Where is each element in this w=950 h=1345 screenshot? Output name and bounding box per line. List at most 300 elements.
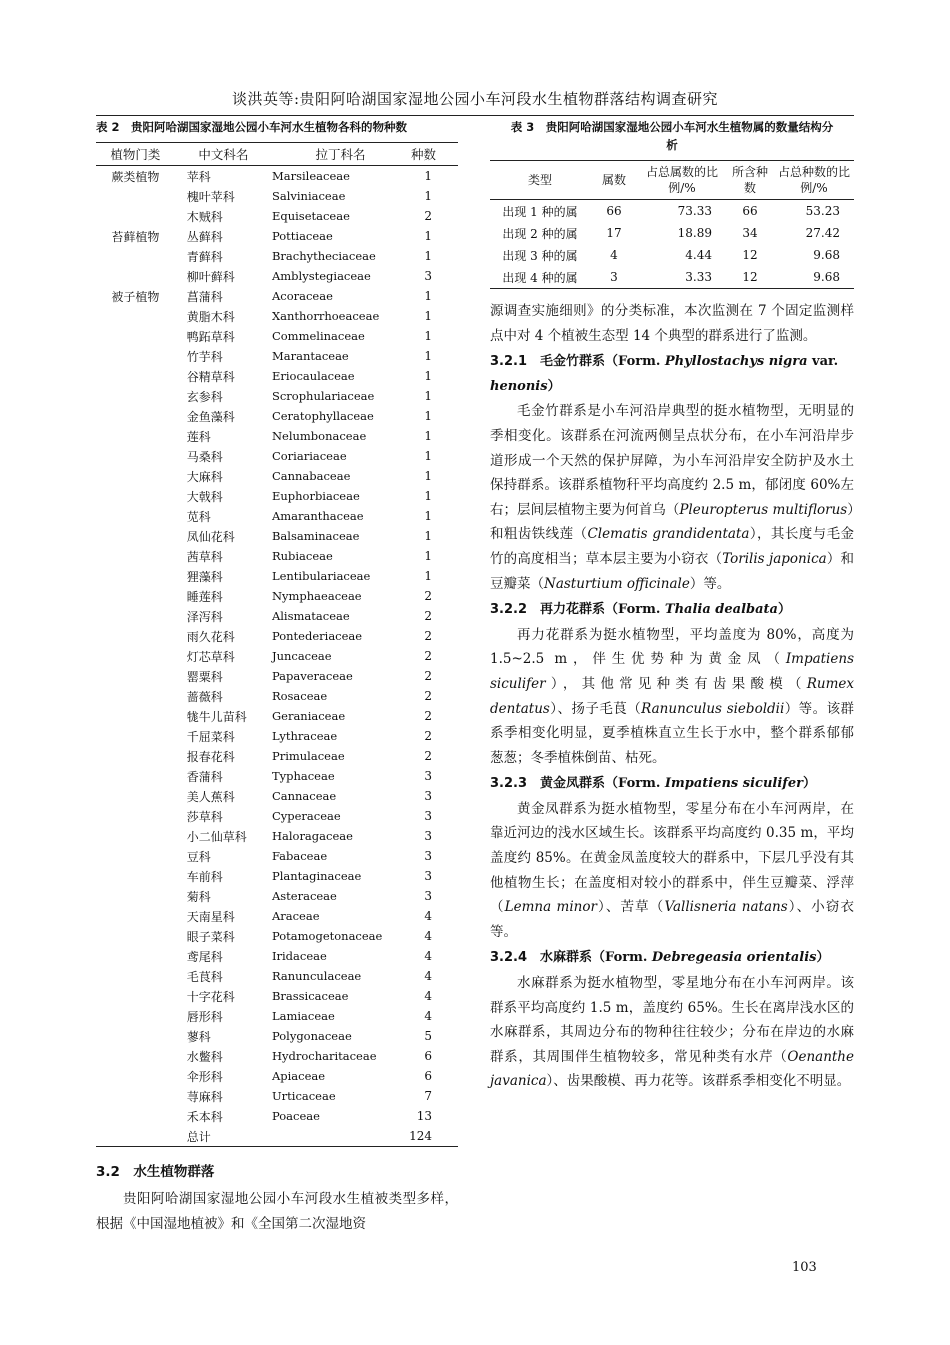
table2-row: [96, 1046, 458, 1066]
table3-cell: 出现 3 种的属: [502, 248, 578, 263]
table2-cell: 荨麻科: [186, 1089, 223, 1104]
table3-cell: 出现 1 种的属: [502, 204, 578, 219]
table2-cell: Apiaceae: [271, 1069, 326, 1083]
table2-cell: 小二仙草科: [186, 829, 247, 844]
table2-row: [96, 646, 458, 666]
table2-row: [96, 1126, 458, 1147]
table2-cell: 1: [424, 349, 432, 363]
table2-cell: 1: [424, 329, 432, 343]
table2-cell: Salviniaceae: [271, 189, 346, 203]
table2-cell: [96, 306, 175, 326]
table2-row: [96, 326, 458, 346]
table3-cell: 53.23: [805, 204, 840, 218]
subsection-3-2-3-text: [490, 797, 854, 945]
table2-cell: [96, 786, 175, 806]
text-run: 再力花群系为挺水植物型，平均盖度为 80%，高度为 1.5~2.5 m，伴生优势种为黄金凤（: [490, 626, 854, 668]
left-column: [96, 118, 458, 1236]
table2-cell: [96, 846, 175, 866]
table2-cell: [96, 926, 175, 946]
table2-cell: 3: [424, 849, 432, 863]
table2-cell: 2: [424, 649, 432, 663]
table2-cell: 水鳖科: [186, 1049, 223, 1064]
table2-row: [96, 546, 458, 566]
table2-cell: 牻牛儿苗科: [186, 709, 247, 724]
table2-cell: Urticaceae: [271, 1089, 336, 1103]
table2-cell: 4: [424, 989, 432, 1003]
table2-row: [96, 1106, 458, 1126]
table2-cell: 天南星科: [186, 909, 235, 924]
table2-cell: 1: [424, 409, 432, 423]
table2-row: [96, 886, 458, 906]
page-number: 103: [792, 1260, 817, 1275]
table2-cell: [96, 386, 175, 406]
table2-cell: [96, 406, 175, 426]
table3-header-cell: 所含种数: [726, 161, 774, 200]
table2-cell: [96, 606, 175, 626]
table2-row: [96, 986, 458, 1006]
table2-row: [96, 926, 458, 946]
table3-cell: 3: [590, 266, 638, 289]
subsection-3-2-2-text: [490, 623, 854, 771]
table2-cell: 雨久花科: [186, 629, 235, 644]
table2-cell: [96, 246, 175, 266]
table2-row: [96, 586, 458, 606]
table2-cell: Acoraceae: [271, 289, 333, 303]
table2-cell: 莎草科: [186, 809, 223, 824]
latin-name: Impatiens siculifer: [664, 776, 803, 792]
table2-row: [96, 706, 458, 726]
table2-cell: 4: [424, 929, 432, 943]
table2-cell: Cyperaceae: [271, 809, 341, 823]
table2-cell: 竹芋科: [186, 349, 223, 364]
table2-cell: 蕨类植物: [111, 169, 160, 184]
table2-cell: Balsaminaceae: [271, 529, 360, 543]
table2-cell: 3: [424, 769, 432, 783]
species-name: Oenanthe javanica: [490, 1048, 854, 1090]
subsection-number: 3.2.1: [490, 354, 528, 370]
subsection-number: 3.2.4: [490, 950, 528, 966]
species-name: Torilis japonica: [722, 550, 827, 567]
table2-cell: 毛茛科: [186, 969, 223, 984]
table2-row: [96, 626, 458, 646]
table2-cell: 美人蕉科: [186, 789, 235, 804]
table2-cell: Primulaceae: [271, 749, 345, 763]
table2-row: [96, 946, 458, 966]
table2: [96, 142, 458, 1147]
table2-cell: 6: [424, 1049, 432, 1063]
table2-cell: Rosaceae: [271, 689, 328, 703]
subsection-title: 水麻群系: [540, 950, 593, 966]
table2-cell: [96, 446, 175, 466]
species-name: Impatiens siculifer: [490, 651, 854, 692]
table2-cell: 2: [424, 689, 432, 703]
table2-cell: 6: [424, 1069, 432, 1083]
table2-cell: 柳叶藓科: [186, 269, 235, 284]
table2-cell: Ceratophyllaceae: [271, 409, 374, 423]
text-run: ）和豆瓣菜（: [490, 550, 855, 592]
table2-row: [96, 186, 458, 206]
table2-cell: 3: [424, 869, 432, 883]
table2-row: [96, 166, 458, 187]
table2-cell: 2: [424, 609, 432, 623]
table2-cell: Euphorbiaceae: [271, 489, 360, 503]
table3-row: [490, 222, 854, 244]
table2-cell: 马桑科: [186, 449, 223, 464]
table2-cell: [96, 186, 175, 206]
table2-cell: 狸藻科: [186, 569, 223, 584]
table2-cell: Geraniaceae: [271, 709, 346, 723]
table2-row: [96, 206, 458, 226]
table2-cell: 1: [424, 229, 432, 243]
table2-cell: [96, 506, 175, 526]
table2-cell: 香蒲科: [186, 769, 223, 784]
table3: [490, 160, 854, 289]
table2-cell: Lythraceae: [271, 729, 338, 743]
table2-row: [96, 246, 458, 266]
table2-cell: [96, 426, 175, 446]
table2-cell: [272, 1126, 409, 1147]
table2-cell: Eriocaulaceae: [271, 369, 355, 383]
table2-cell: 菊科: [186, 889, 211, 904]
table2-row: [96, 366, 458, 386]
table2-cell: 1: [424, 189, 432, 203]
latin-name: Thalia dealbata: [664, 602, 778, 618]
table2-cell: 十字花科: [186, 989, 235, 1004]
text-run: ）等。: [689, 575, 731, 592]
table2-cell: Asteraceae: [271, 889, 337, 903]
table2-cell: Lamiaceae: [271, 1009, 335, 1023]
text-run: ）等。该群系季相变化明显，夏季植株直立生长于水中，整个群系郁郁葱葱；冬季植株倒苗、枯死。: [490, 700, 855, 766]
table3-caption: 表 3 贵阳阿哈湖国家湿地公园小车河水生植物属的数量结构分析: [510, 120, 834, 152]
table2-cell: 1: [424, 549, 432, 563]
table2-cell: 7: [424, 1089, 432, 1103]
table2-cell: Fabaceae: [271, 849, 328, 863]
table3-cell: 3.33: [638, 266, 726, 289]
table2-cell: Rubiaceae: [271, 549, 333, 563]
form-open: （Form.: [605, 354, 665, 370]
table3-cell: 9.68: [774, 266, 854, 289]
table2-cell: 鸢尾科: [186, 949, 223, 964]
table2-cell: [96, 1126, 175, 1147]
table2-header-cell: 种数: [409, 143, 458, 166]
table2-cell: [96, 1046, 175, 1066]
table2-row: [96, 1086, 458, 1106]
subsection-title: 黄金凤群系: [540, 776, 606, 792]
table2-cell: 丛藓科: [186, 229, 223, 244]
table2-cell: 大戟科: [186, 489, 223, 504]
table2-caption: 表 2 贵阳阿哈湖国家湿地公园小车河水生植物各科的物种数: [96, 120, 408, 134]
table2-cell: 1: [424, 469, 432, 483]
latin-name: henonis: [490, 378, 548, 394]
table3-header-cell: 属数: [590, 161, 638, 200]
text-run: 毛金竹群系是小车河沿岸典型的挺水植物型，无明显的季相变化。该群系在河流两侧呈点状分布，在小车河沿岸步道形成一个天然的保护屏障，为小车河沿岸安全防护及水土保持群系。该群系植物秆平均高度约 2.5 m，郁闭度 60%左右；层间层植物主要为何首乌（: [490, 403, 854, 518]
form-open: （Form.: [605, 776, 665, 792]
table2-row: [96, 866, 458, 886]
table2-cell: [96, 566, 175, 586]
table2-cell: [96, 206, 175, 226]
table2-cell: Ranunculaceae: [271, 969, 362, 983]
table2-cell: [96, 526, 175, 546]
table2-cell: Brachytheciaceae: [271, 249, 376, 263]
table2-cell: Poaceae: [271, 1109, 320, 1123]
table2-cell: [96, 966, 175, 986]
table2-cell: 伞形科: [186, 1069, 223, 1084]
table2-cell: 莲科: [186, 429, 211, 444]
table2-cell: 罂粟科: [186, 669, 223, 684]
table2-cell: [96, 706, 175, 726]
table2-row: [96, 446, 458, 466]
table2-cell: [96, 726, 175, 746]
table3-header-cell: 类型: [490, 161, 590, 200]
table2-cell: 黄脂木科: [186, 309, 235, 324]
table2-cell: [96, 1006, 175, 1026]
table2-row: [96, 526, 458, 546]
table2-cell: 青藓科: [186, 249, 223, 264]
table2-cell: 谷精草科: [186, 369, 235, 384]
table2-cell: Scrophulariaceae: [271, 389, 375, 403]
table2-row: [96, 266, 458, 286]
latin-name: Phyllostachys nigra: [664, 354, 808, 370]
text-run: 黄金凤群系为挺水植物型，零星分布在小车河两岸，在靠近河边的浅水区域生长。该群系平均高度约 0.35 m，平均盖度约 85%。在黄金凤盖度较大的群系中，下层几乎没有其他植物生长；在盖度相对较小的群系中，伴生豆瓣菜、浮萍（: [490, 800, 854, 916]
table3-header-row: [490, 161, 854, 200]
table2-header-row: [96, 143, 458, 166]
table2-cell: 菖蒲科: [186, 289, 223, 304]
table2-cell: 4: [424, 909, 432, 923]
table2-cell: Coriariaceae: [271, 449, 347, 463]
table3-cell: 4.44: [685, 248, 712, 262]
species-name: Rumex dentatus: [490, 675, 854, 717]
table2-cell: 1: [424, 309, 432, 323]
table2-row: [96, 306, 458, 326]
form-close: ）: [547, 378, 561, 394]
form-open: （Form.: [605, 602, 665, 618]
table2-cell: [96, 906, 175, 926]
table2-cell: 4: [424, 949, 432, 963]
form-open: （Form.: [592, 950, 652, 966]
table2-cell: [96, 366, 175, 386]
table3-cell: 4: [610, 248, 618, 262]
subsection-title: 毛金竹群系: [540, 354, 606, 370]
table2-cell: 茜草科: [186, 549, 223, 564]
table2-cell: 2: [424, 749, 432, 763]
table2-cell: Brassicaceae: [271, 989, 349, 1003]
table2-cell: 泽泻科: [186, 609, 223, 624]
table2-cell: 被子植物: [111, 289, 160, 304]
section-intro: 贵阳阿哈湖国家湿地公园小车河段水生植被类型多样，根据《中国湿地植被》和《全国第二次湿地资: [96, 1191, 458, 1232]
table3-header-cell: 占总种数的比例/%: [774, 161, 854, 200]
subsection-3-2-2-heading: [490, 598, 854, 623]
right-column: [490, 118, 854, 1094]
table2-cell: 2: [424, 709, 432, 723]
section-intro-continued: 源调查实施细则》的分类标准，本次监测在 7 个固定监测样点中对 4 个植被生态型 14 个典型的群系进行了监测。: [490, 303, 854, 344]
table3-cell: 66: [606, 204, 622, 218]
table2-cell: Plantaginaceae: [271, 869, 362, 883]
species-name: Nasturtium officinale: [544, 575, 690, 592]
table2-row: [96, 906, 458, 926]
form-var: var.: [807, 354, 839, 370]
text-run: ）、齿果酸模、再力花等。该群系季相变化不明显。: [546, 1073, 851, 1090]
table2-cell: 眼子菜科: [186, 929, 235, 944]
table2-cell: [96, 1026, 175, 1046]
table2-cell: [96, 586, 175, 606]
species-name: Vallisneria natans: [664, 899, 788, 916]
text-run: ），其他常见种类有齿果酸模（: [545, 675, 807, 692]
table3-cell: 9.68: [813, 248, 840, 262]
table2-row: [96, 386, 458, 406]
text-run: ）和粗齿铁线莲（: [490, 501, 855, 543]
table3-cell: 出现 4 种的属: [490, 266, 590, 289]
table2-cell: 苹科: [186, 169, 211, 184]
table2-cell: [96, 626, 175, 646]
table2-cell: Commelinaceae: [271, 329, 365, 343]
table2-cell: [96, 746, 175, 766]
species-name: Ranunculus sieboldii: [641, 700, 785, 717]
subsection-number: 3.2.2: [490, 602, 528, 618]
table2-cell: 13: [416, 1109, 432, 1123]
running-head: 谈洪英等:贵阳阿哈湖国家湿地公园小车河段水生植物群落结构调查研究: [96, 88, 854, 116]
table3-cell: 12: [726, 266, 774, 289]
table2-cell: 3: [424, 269, 432, 283]
latin-name: Debregeasia orientalis: [651, 950, 817, 966]
table2-cell: [96, 266, 175, 286]
table2-cell: Cannaceae: [271, 789, 337, 803]
table2-row: [96, 766, 458, 786]
table2-cell: 金鱼藻科: [186, 409, 235, 424]
table2-cell: 睡莲科: [186, 589, 223, 604]
table3-cell: 12: [742, 248, 758, 262]
table2-cell: Amblystegiaceae: [271, 269, 371, 283]
table2-cell: [96, 946, 175, 966]
table2-cell: 唇形科: [186, 1009, 223, 1024]
table3-cell: 17: [606, 226, 622, 240]
table2-row: [96, 846, 458, 866]
section-heading: 3.2 水生植物群落: [96, 1164, 215, 1180]
table2-row: [96, 426, 458, 446]
table2-cell: 木贼科: [186, 209, 223, 224]
table2-row: [96, 286, 458, 306]
table2-cell: [96, 686, 175, 706]
table2-cell: Haloragaceae: [271, 829, 353, 843]
text-run: ），其长度与毛金竹的高度相当；草本层主要为小窃衣（: [490, 526, 855, 567]
table2-row: [96, 606, 458, 626]
table2-row: [96, 806, 458, 826]
table2-cell: 1: [424, 429, 432, 443]
table2-cell: [96, 646, 175, 666]
table2-row: [96, 486, 458, 506]
table2-cell: Equisetaceae: [271, 209, 350, 223]
table2-cell: 1: [424, 169, 432, 183]
table2-cell: 蔷薇科: [186, 689, 223, 704]
table2-cell: 1: [424, 489, 432, 503]
form-close: ）: [816, 950, 830, 966]
table2-cell: Pottiaceae: [271, 229, 333, 243]
table2-cell: Alismataceae: [271, 609, 350, 623]
table2-cell: Marsileaceae: [271, 169, 350, 183]
subsection-title: 再力花群系: [540, 602, 606, 618]
text-run: 水麻群系为挺水植物型，零星地分布在小车河两岸。该群系平均高度约 1.5 m，盖度约 65%。生长在离岸浅水区的水麻群系，其周边分布的物种往往较少；分布在岸边的水麻群系，其周围伴生植物较多，常见种类有水芹（: [490, 975, 854, 1065]
table3-row: [490, 244, 854, 266]
table2-cell: Potamogetonaceae: [271, 929, 383, 943]
table2-cell: 2: [424, 589, 432, 603]
table2-cell: Nelumbonaceae: [271, 429, 367, 443]
table2-cell: Iridaceae: [271, 949, 327, 963]
table2-cell: [96, 1086, 175, 1106]
table2-cell: 灯芯草科: [186, 649, 235, 664]
table2-cell: [96, 326, 175, 346]
table2-cell: 2: [424, 729, 432, 743]
table2-row: [96, 1006, 458, 1026]
table2-cell: [96, 666, 175, 686]
table2-cell: 千屈菜科: [186, 729, 235, 744]
table2-cell: Papaveraceae: [271, 669, 353, 683]
table2-cell: [96, 886, 175, 906]
table2-cell: [96, 346, 175, 366]
text-run: ）、小窃衣等。: [490, 899, 855, 940]
table2-cell: 蓼科: [186, 1029, 211, 1044]
table2-cell: 124: [409, 1126, 458, 1147]
table2-cell: [96, 1106, 175, 1126]
table2-cell: [96, 486, 175, 506]
table2-cell: Typhaceae: [271, 769, 335, 783]
table2-cell: Xanthorrhoeaceae: [271, 309, 380, 323]
table2-row: [96, 506, 458, 526]
table2-row: [96, 686, 458, 706]
table2-row: [96, 1066, 458, 1086]
table2-cell: 3: [424, 809, 432, 823]
table2-row: [96, 406, 458, 426]
table2-cell: 凤仙花科: [186, 529, 235, 544]
table3-cell: 66: [742, 204, 758, 218]
table2-cell: [96, 1066, 175, 1086]
table2-cell: 槐叶苹科: [186, 189, 235, 204]
table2-cell: [96, 466, 175, 486]
table2-cell: 3: [424, 889, 432, 903]
table3-cell: 18.89: [677, 226, 712, 240]
table2-header-cell: 植物门类: [96, 143, 175, 166]
table3-cell: 出现 2 种的属: [502, 226, 578, 241]
table2-cell: 2: [424, 629, 432, 643]
species-name: Lemna minor: [504, 899, 597, 916]
text-run: ）、苦草（: [596, 899, 665, 916]
table2-cell: 报春花科: [186, 749, 235, 764]
table2-cell: Lentibulariaceae: [271, 569, 371, 583]
table2-row: [96, 226, 458, 246]
subsection-3-2-1-text: [490, 399, 854, 596]
table2-cell: 4: [424, 969, 432, 983]
form-close: ）: [802, 776, 816, 792]
table2-cell: Marantaceae: [271, 349, 349, 363]
table2-row: [96, 746, 458, 766]
table2-cell: 大麻科: [186, 469, 223, 484]
table3-cell: 27.42: [805, 226, 840, 240]
table2-cell: [96, 546, 175, 566]
form-close: ）: [777, 602, 791, 618]
table2-row: [96, 666, 458, 686]
species-name: Clematis grandidentata: [587, 526, 750, 543]
table2-cell: 玄参科: [186, 389, 223, 404]
table2-cell: [96, 766, 175, 786]
table3-cell: 34: [742, 226, 758, 240]
table2-cell: Juncaceae: [271, 649, 332, 663]
table2-cell: [96, 826, 175, 846]
subsection-number: 3.2.3: [490, 776, 528, 792]
table2-cell: 1: [424, 529, 432, 543]
table2-cell: Cannabaceae: [271, 469, 351, 483]
table3-cell: 73.33: [677, 204, 712, 218]
table2-cell: 车前科: [186, 869, 223, 884]
text-run: ）、扬子毛茛（: [549, 700, 642, 717]
table2-cell: Polygonaceae: [271, 1029, 352, 1043]
